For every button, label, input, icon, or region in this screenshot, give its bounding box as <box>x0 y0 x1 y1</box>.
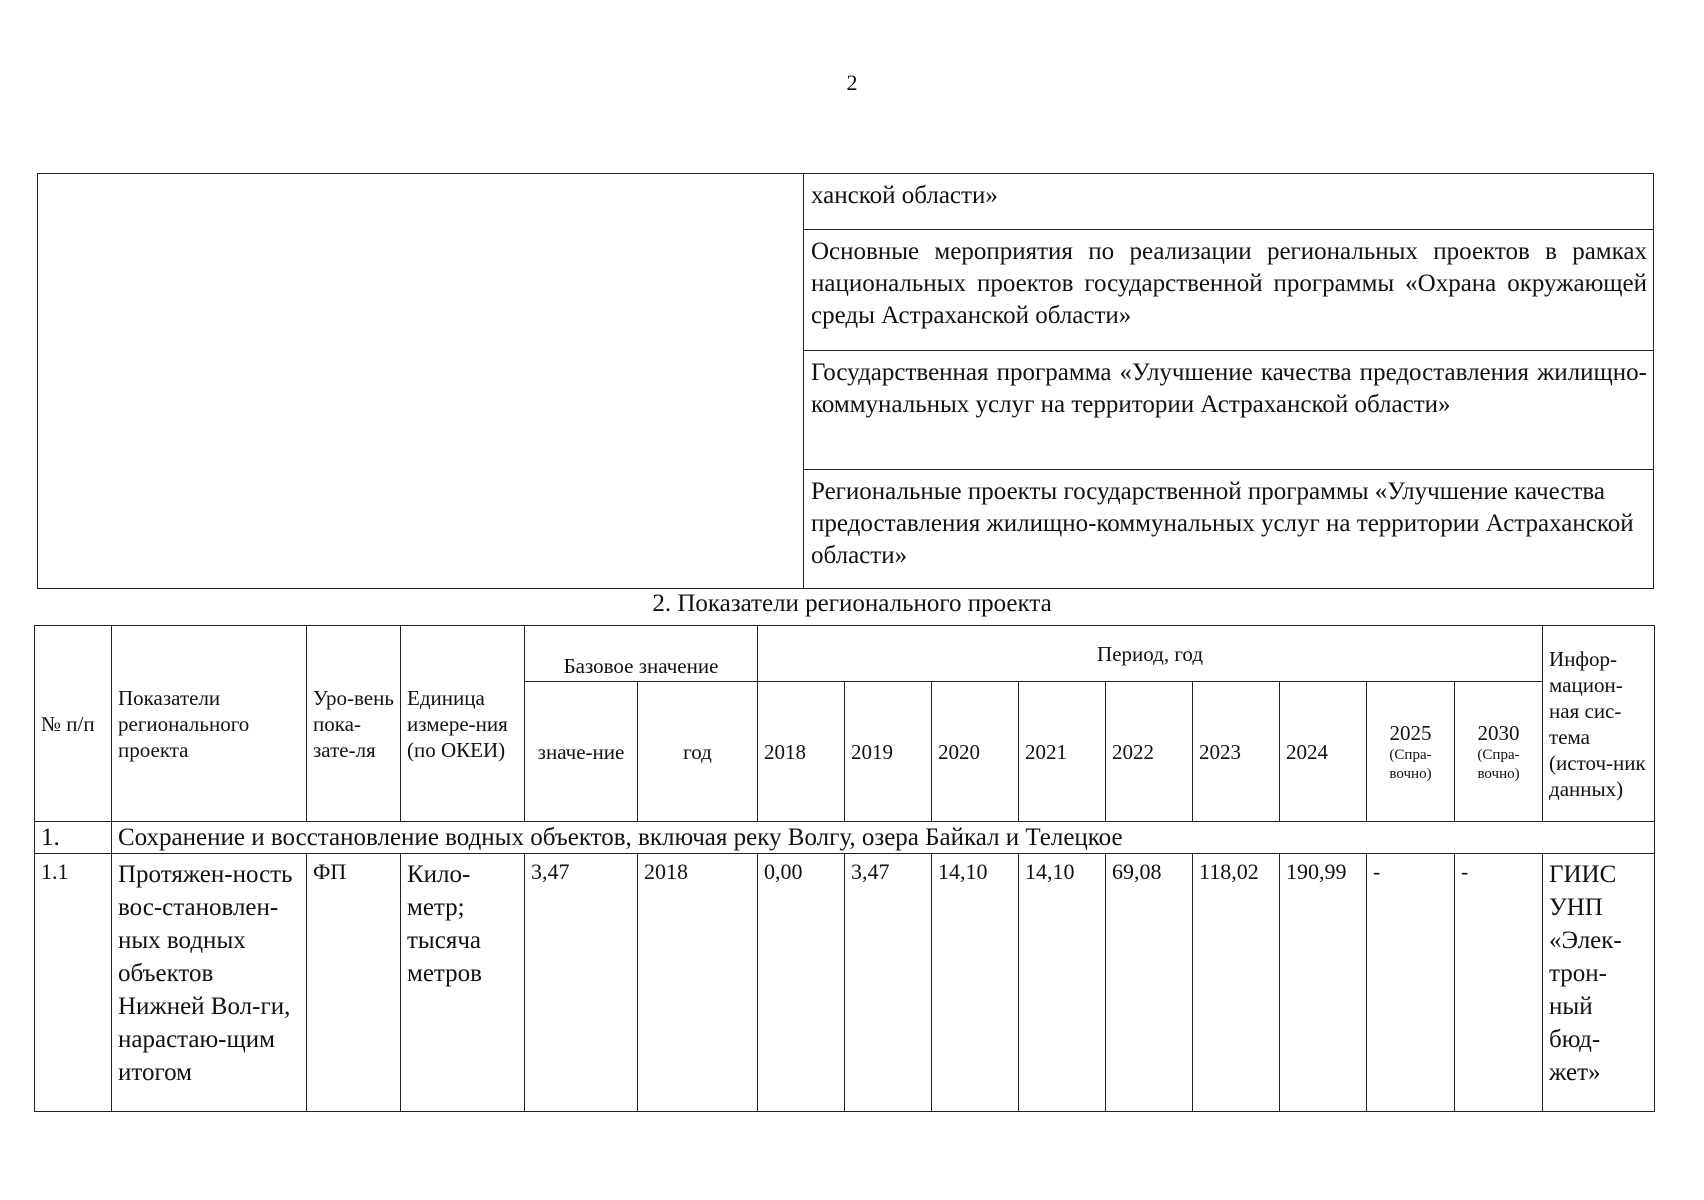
passport-right-column <box>804 174 1653 588</box>
row-num: 1.1 <box>35 854 112 1112</box>
row-source: ГИИС УНП «Элек-трон-ный бюд-жет» <box>1543 854 1655 1112</box>
header-base-value: значе-ние <box>525 682 638 822</box>
row-value-2021: 14,10 <box>1019 854 1106 1112</box>
row-base-value: 3,47 <box>525 854 638 1112</box>
row-value-2023: 118,02 <box>1193 854 1280 1112</box>
header-2030-label: 2030 <box>1477 720 1520 745</box>
row-level: ФП <box>307 854 401 1112</box>
row-unit: Кило-метр; тысяча метров <box>401 854 525 1112</box>
header-num: № п/п <box>35 626 112 822</box>
table-row <box>35 854 1655 1112</box>
row-value-2022: 69,08 <box>1106 854 1193 1112</box>
header-year-2018: 2018 <box>758 682 845 822</box>
passport-row-2: Основные мероприятия по реализации региональных проектов в рамках национальных проектов государственной программы «Охрана окружающей среды Астраханской области» <box>804 230 1653 351</box>
row-value-2024: 190,99 <box>1280 854 1367 1112</box>
section-title: 2. Показатели регионального проекта <box>652 590 1052 617</box>
row-value-2030: - <box>1455 854 1543 1112</box>
header-year-2030 <box>1455 682 1543 822</box>
header-unit: Единица измере-ния (по ОКЕИ) <box>401 626 525 822</box>
passport-row-4: Региональные проекты государственной программы «Улучшение качества предоставления жилищно-коммунальных услуг на территории Астраханской области» <box>811 478 1634 569</box>
row-indicator: Протяжен-ность вос-становлен-ных водных объектов Нижней Вол-ги, нарастаю-щим итогом <box>112 854 307 1112</box>
passport-table <box>37 173 1654 589</box>
header-base-year: год <box>638 682 758 822</box>
section-row-num: 1. <box>35 822 112 854</box>
row-value-2019: 3,47 <box>845 854 932 1112</box>
header-level: Уро-вень пока-зате-ля <box>307 626 401 822</box>
header-year-2023: 2023 <box>1193 682 1280 822</box>
header-year-2019: 2019 <box>845 682 932 822</box>
header-year-2022: 2022 <box>1106 682 1193 822</box>
row-value-2018: 0,00 <box>758 854 845 1112</box>
passport-left-cell <box>38 174 804 588</box>
header-2025-label: 2025 <box>1389 720 1432 745</box>
row-value-2020: 14,10 <box>932 854 1019 1112</box>
header-indicator: Показатели регионального проекта <box>112 626 307 822</box>
page-number: 2 <box>846 70 858 95</box>
header-year-2024: 2024 <box>1280 682 1367 822</box>
header-year-2025 <box>1367 682 1455 822</box>
header-source: Инфор-мацион-ная сис-тема (источ-ник данных) <box>1543 626 1655 822</box>
header-year-2021: 2021 <box>1019 682 1106 822</box>
header-period: Период, год <box>758 626 1543 682</box>
header-base: Базовое значение <box>525 626 758 682</box>
passport-row-1: ханской области» <box>804 174 1653 230</box>
row-base-year: 2018 <box>638 854 758 1112</box>
header-2030-ref: (Спра-вочно) <box>1477 746 1520 782</box>
passport-row-3: Государственная программа «Улучшение качества предоставления жилищно-коммунальных услуг на территории Астраханской области» <box>804 351 1653 470</box>
row-value-2025: - <box>1367 854 1455 1112</box>
header-2025-ref: (Спра-вочно) <box>1389 746 1432 782</box>
indicators-table <box>34 625 1655 1112</box>
section-row-text: Сохранение и восстановление водных объектов, включая реку Волгу, озера Байкал и Телецкое <box>112 822 1655 854</box>
header-year-2020: 2020 <box>932 682 1019 822</box>
